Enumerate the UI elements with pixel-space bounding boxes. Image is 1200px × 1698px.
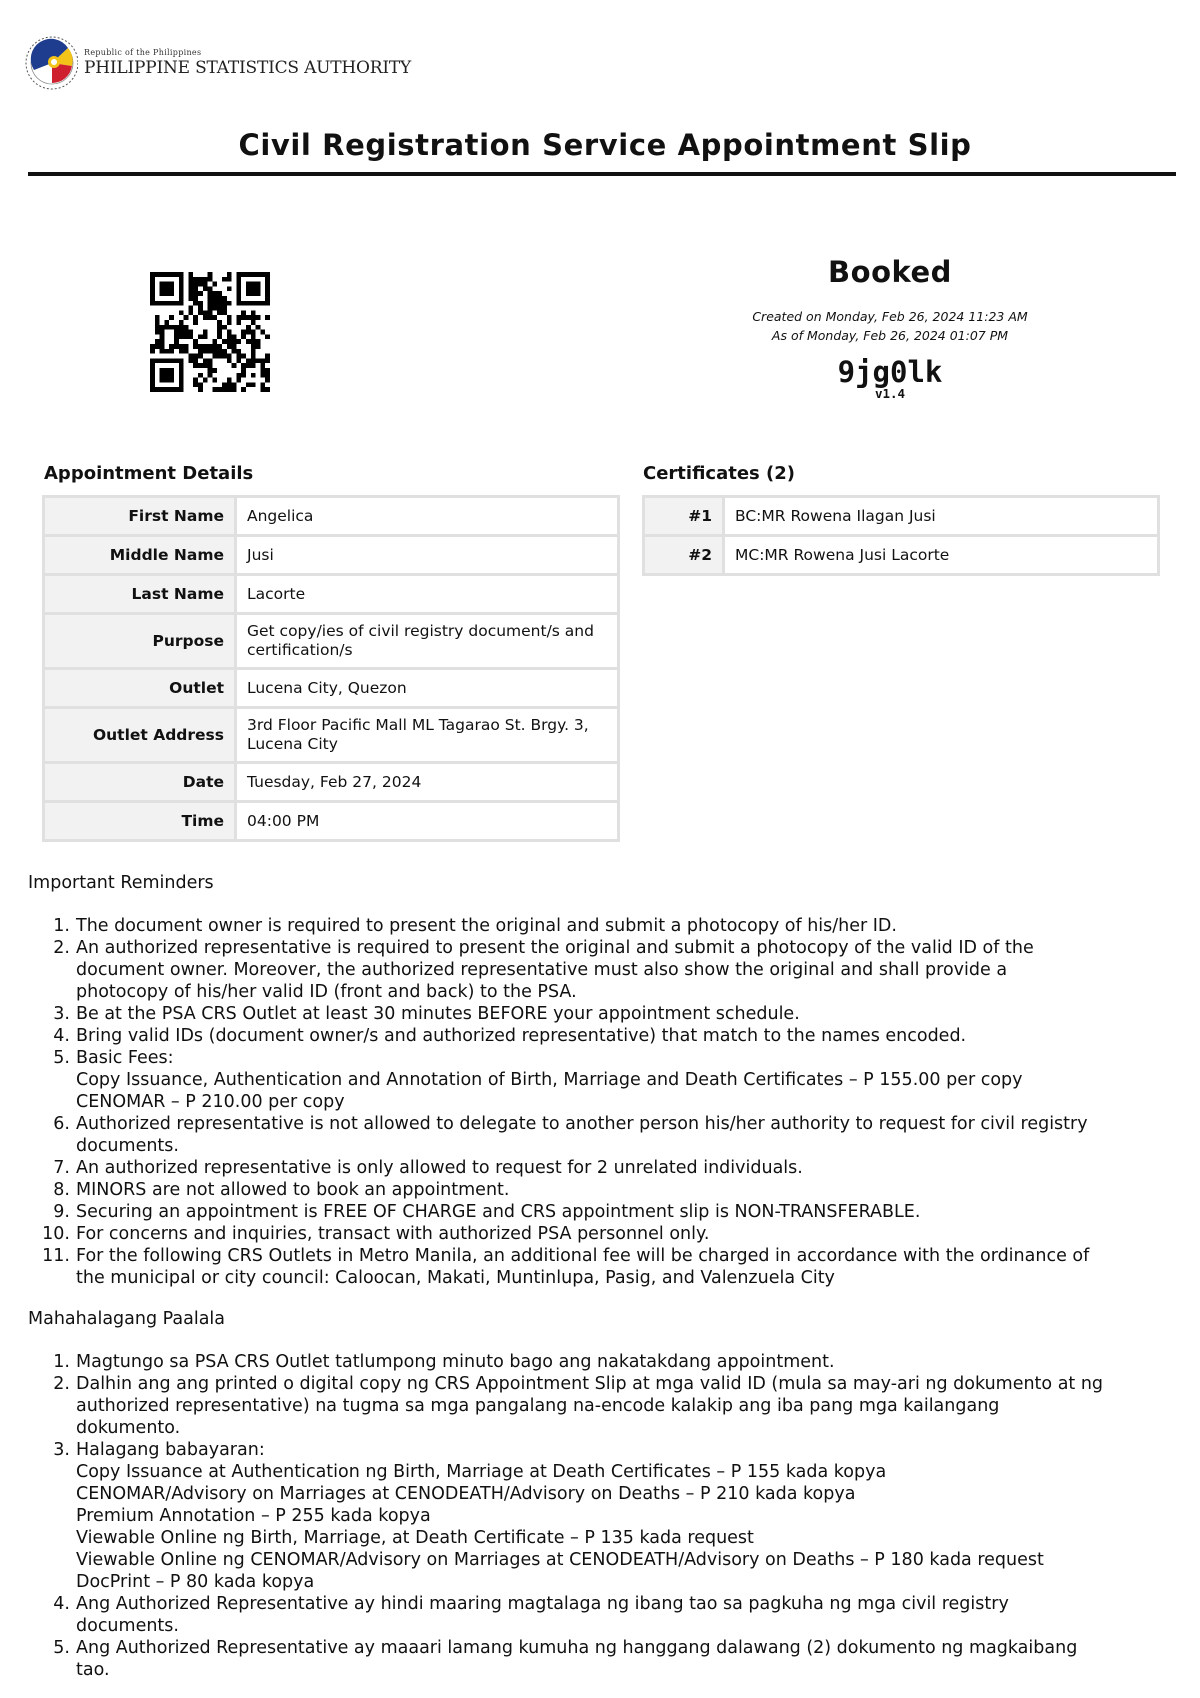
important-reminders-list <box>76 915 1176 1289</box>
list-item <box>76 1179 1176 1201</box>
list-item-line: Bring valid IDs (document owner/s and authorized representative) that match to the names encoded. <box>76 1026 967 1046</box>
title-divider <box>28 172 1176 176</box>
last-name-value: Lacorte <box>236 575 619 614</box>
list-item <box>76 1201 1176 1223</box>
time-value: 04:00 PM <box>236 802 619 841</box>
list-item-line: Dalhin ang ang printed o digital copy ng CRS Appointment Slip at mga valid ID (mula sa may-ari ng dokumento at ng <box>76 1374 1104 1394</box>
list-item-line: documents. <box>76 1616 179 1636</box>
certificate-value: BC:MR Rowena Ilagan Jusi <box>724 497 1159 536</box>
middle-name-label: Middle Name <box>44 536 236 575</box>
logo-main-text: PHILIPPINE STATISTICS AUTHORITY <box>84 58 412 78</box>
outlet-label: Outlet <box>44 669 236 708</box>
list-item-line: DocPrint – P 80 kada kopya <box>76 1572 315 1592</box>
certificates-table <box>642 495 1160 576</box>
list-item <box>76 1025 1176 1047</box>
as-of-timestamp: As of Monday, Feb 26, 2024 01:07 PM <box>771 328 1009 343</box>
certificate-number: #1 <box>644 497 724 536</box>
list-item-line: tao. <box>76 1660 110 1680</box>
list-item-line: For the following CRS Outlets in Metro Manila, an additional fee will be charged in accordance with the ordinance of <box>76 1246 1090 1266</box>
list-item-line: Viewable Online ng CENOMAR/Advisory on Marriages at CENODEATH/Advisory on Deaths – P 180 kada request <box>76 1550 1044 1570</box>
list-item-line: Ang Authorized Representative ay maaari lamang kumuha ng hanggang dalawang (2) dokumento ng magkaibang <box>76 1638 1078 1658</box>
list-item-line: Copy Issuance at Authentication ng Birth, Marriage at Death Certificates – P 155 kada kopya <box>76 1462 887 1482</box>
status-badge: Booked <box>828 255 952 289</box>
first-name-label: First Name <box>44 497 236 536</box>
purpose-label: Purpose <box>44 614 236 669</box>
list-item-line: dokumento. <box>76 1418 181 1438</box>
psa-seal-icon <box>22 30 78 96</box>
list-item-line: CENOMAR/Advisory on Marriages at CENODEATH/Advisory on Deaths – P 210 kada kopya <box>76 1484 856 1504</box>
list-item-line: Copy Issuance, Authentication and Annotation of Birth, Marriage and Death Certificates – P 155.00 per copy <box>76 1070 1023 1090</box>
list-item-line: Viewable Online ng Birth, Marriage, at Death Certificate – P 135 kada request <box>76 1528 754 1548</box>
list-item-line: For concerns and inquiries, transact with authorized PSA personnel only. <box>76 1224 710 1244</box>
list-item <box>76 1637 1176 1681</box>
table-row <box>44 614 619 669</box>
list-item <box>76 1373 1176 1439</box>
table-row <box>644 536 1159 575</box>
list-item-line: the municipal or city council: Caloocan, Makati, Muntinlupa, Pasig, and Valenzuela City <box>76 1268 835 1288</box>
list-item-line: An authorized representative is only allowed to request for 2 unrelated individuals. <box>76 1158 803 1178</box>
table-row <box>44 536 619 575</box>
outlet-value: Lucena City, Quezon <box>236 669 619 708</box>
table-row <box>44 575 619 614</box>
status-block <box>690 255 1090 401</box>
list-item-line: documents. <box>76 1136 179 1156</box>
list-item-line: Ang Authorized Representative ay hindi maaring magtalaga ng ibang tao sa pagkuha ng mga civil registry <box>76 1594 1009 1614</box>
list-item <box>76 1157 1176 1179</box>
created-timestamp: Created on Monday, Feb 26, 2024 11:23 AM <box>752 309 1028 324</box>
list-item <box>76 1593 1176 1637</box>
table-row <box>44 763 619 802</box>
table-row <box>44 802 619 841</box>
mahahalagang-paalala-list <box>76 1351 1176 1681</box>
appointment-details-table <box>42 495 620 842</box>
middle-name-value: Jusi <box>236 536 619 575</box>
qr-code <box>150 272 270 392</box>
list-item-line: Be at the PSA CRS Outlet at least 30 minutes BEFORE your appointment schedule. <box>76 1004 800 1024</box>
table-row <box>44 497 619 536</box>
list-item-line: Halagang babayaran: <box>76 1440 265 1460</box>
list-item-line: Basic Fees: <box>76 1048 174 1068</box>
list-item <box>76 1113 1176 1157</box>
logo-small-text: Republic of the Philippines <box>84 48 202 57</box>
first-name-value: Angelica <box>236 497 619 536</box>
list-item-line: Premium Annotation – P 255 kada kopya <box>76 1506 431 1526</box>
list-item-line: Securing an appointment is FREE OF CHARGE and CRS appointment slip is NON-TRANSFERABLE. <box>76 1202 921 1222</box>
certificate-number: #2 <box>644 536 724 575</box>
outlet-address-value: 3rd Floor Pacific Mall ML Tagarao St. Brgy. 3, Lucena City <box>236 708 619 763</box>
table-row <box>644 497 1159 536</box>
list-item-line: Magtungo sa PSA CRS Outlet tatlumpong minuto bago ang nakatakdang appointment. <box>76 1352 835 1372</box>
list-item <box>76 1439 1176 1593</box>
list-item <box>76 937 1176 1003</box>
list-item-line: The document owner is required to present the original and submit a photocopy of his/her ID. <box>76 916 897 936</box>
page-title: Civil Registration Service Appointment Slip <box>238 128 972 162</box>
list-item <box>76 915 1176 937</box>
list-item <box>76 1223 1176 1245</box>
list-item-line: CENOMAR – P 210.00 per copy <box>76 1092 345 1112</box>
version-label: v1.4 <box>874 386 906 401</box>
list-item-line: authorized representative) na tugma sa mga pangalang na-encode kalakip ang iba pang mga kailangang <box>76 1396 1000 1416</box>
mahahalagang-paalala-heading: Mahahalagang Paalala <box>28 1309 226 1329</box>
appointment-details-heading: Appointment Details <box>44 463 254 484</box>
list-item-line: photocopy of his/her valid ID (front and back) to the PSA. <box>76 982 577 1002</box>
certificates-heading: Certificates (2) <box>643 463 795 484</box>
list-item <box>76 1351 1176 1373</box>
list-item-line: Authorized representative is not allowed to delegate to another person his/her authority to request for civil registry <box>76 1114 1088 1134</box>
reference-code: 9jg0lk <box>837 355 943 389</box>
table-row <box>44 708 619 763</box>
purpose-value: Get copy/ies of civil registry document/s and certification/s <box>236 614 619 669</box>
list-item <box>76 1003 1176 1025</box>
psa-logo <box>22 30 411 96</box>
time-label: Time <box>44 802 236 841</box>
important-reminders-heading: Important Reminders <box>28 873 214 893</box>
last-name-label: Last Name <box>44 575 236 614</box>
list-item <box>76 1245 1176 1289</box>
list-item-line: document owner. Moreover, the authorized representative must also show the original and shall provide a <box>76 960 1008 980</box>
list-item-line: MINORS are not allowed to book an appointment. <box>76 1180 510 1200</box>
outlet-address-label: Outlet Address <box>44 708 236 763</box>
certificate-value: MC:MR Rowena Jusi Lacorte <box>724 536 1159 575</box>
list-item <box>76 1047 1176 1113</box>
list-item-line: An authorized representative is required to present the original and submit a photocopy of the valid ID of the <box>76 938 1034 958</box>
date-label: Date <box>44 763 236 802</box>
table-row <box>44 669 619 708</box>
date-value: Tuesday, Feb 27, 2024 <box>236 763 619 802</box>
